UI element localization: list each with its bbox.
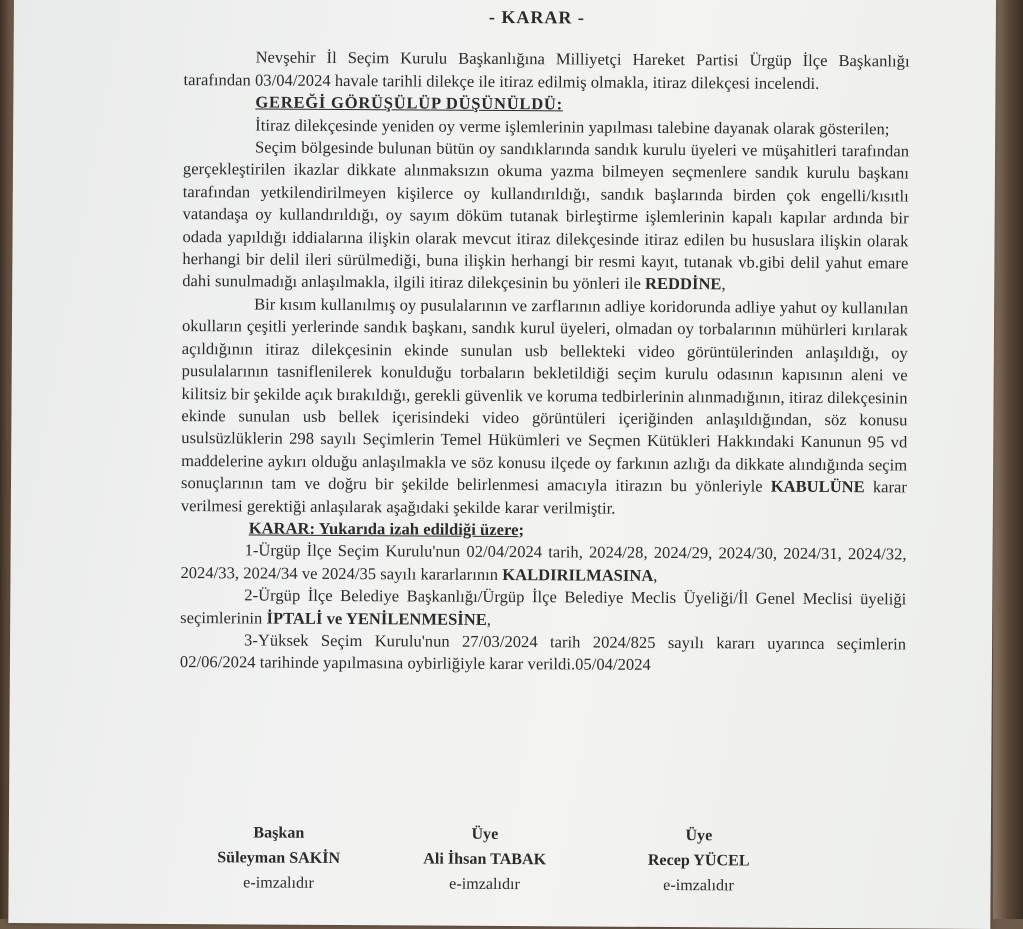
decision-item-2-end: ,: [486, 609, 492, 629]
decision-item-2: [180, 584, 906, 633]
document-page: [8, 0, 996, 929]
decision-heading-end: ;: [518, 520, 525, 540]
signature-name: Süleyman SAKİN: [217, 849, 341, 868]
signature-member-1: [384, 821, 584, 897]
decision-item-3: 3-Yüksek Seçim Kurulu'nun 27/03/2024 tarih 2024/825 sayılı kararı uyarınca seçimlerin 02/06/2024 tarihinde yapılmasına oybirliğiyle karar verildi.05/04/2024: [179, 630, 907, 675]
signature-member-2: [598, 823, 798, 899]
rejection-paragraph: [182, 136, 909, 297]
signature-name: Ali İhsan TABAK: [423, 850, 547, 869]
intro-paragraph: Nevşehir İl Seçim Kurulu Başkanlığına Milliyetçi Hareket Partisi Ürgüp İlçe Başkanlığı tarafından 03/04/2024 havale tarihli dilekçe ile itiraz edilmiş olmakla, itiraz dilekçesi incelendi.: [183, 47, 910, 93]
signature-note: e-imzalıdır: [243, 874, 315, 892]
rejection-paragraph-text: Seçim bölgesinde bulunan bütün oy sandıklarında sandık kurulu üyeleri ve müşahitleri tarafından gerçekleştirilen ikazlar dikkate alınmaksızın okuma yazma bilmeyen seçmenlere sandık kurulu başkanı tarafından yetkilendirilmeyen kişilerce oy kullandırıldığı, sandık başlarında birden çok engelli/kısıtlı vatandaşa oy kullandırıldığı, oy sayım döküm tutanak birleştirme işlemlerinin kapalı kapılar ardında bir odada yapıldığı iddialarına ilişkin olarak mevcut itiraz dilekçesinde itiraz edilen bu hususlara ilişkin olarak herhangi bir delil ileri sürülmediği, buna ilişkin herhangi bir resmi kayıt, tutanak vb.gibi delil yahut emare dahi sunulmadığı anlaşılmakla, ilgili itiraz dilekçesinin bu yönleri ile: [182, 137, 910, 294]
signature-block: [178, 820, 904, 904]
rejection-paragraph-end: ,: [721, 274, 726, 294]
reasoning-heading: GEREĞİ GÖRÜŞÜLÜP DÜŞÜNÜLDÜ:: [255, 92, 564, 114]
signature-chairman: [179, 820, 379, 896]
document-title: - KARAR -: [488, 6, 585, 28]
reasoning-paragraph-1-text: İtiraz dilekçesinde yeniden oy verme işlemlerinin yapılması talebine dayanak olarak gösterilen;: [255, 115, 890, 138]
decision-heading-text: Yukarıda izah edildiği üzere: [314, 518, 519, 540]
desk-background-right: [993, 0, 1023, 919]
decision-item-1: [180, 539, 906, 588]
signature-role: Üye: [471, 825, 499, 843]
decision-item-2-text: 2-Ürgüp İlçe Belediye Başkanlığı/Ürgüp İlçe Belediye Meclis Üyeliği/İl Genel Meclisi üyeliği seçimlerinin: [180, 585, 907, 628]
document-body: [179, 0, 910, 895]
signature-name: Recep YÜCEL: [647, 851, 750, 870]
decision-item-2-keyword-2: YENİLENMESİNE: [345, 608, 487, 629]
decision-item-2-keyword-1: İPTALİ: [266, 608, 323, 628]
rejection-keyword: REDDİNE: [644, 274, 722, 294]
decision-item-1-text: 1-Ürgüp İlçe Seçim Kurulu'nun 02/04/2024 tarih, 2024/28, 2024/29, 2024/30, 2024/31, 2024/32, 2024/33, 2024/34 ve 2024/35 sayılı kararlarının: [180, 540, 907, 584]
signature-role: Başkan: [253, 824, 305, 842]
signature-note: e-imzalıdır: [663, 876, 734, 895]
decision-heading-label: KARAR:: [248, 518, 316, 538]
decision-item-1-keyword: KALDIRILMASINA: [502, 564, 654, 585]
acceptance-keyword: KABULÜNE: [770, 476, 865, 497]
acceptance-paragraph-end: karar verilmesi gerektiği anlaşılarak aşağıdaki şekilde karar verilmiştir.: [180, 477, 908, 518]
signature-role: Üye: [685, 827, 713, 845]
acceptance-paragraph: [181, 293, 908, 521]
signature-note: e-imzalıdır: [449, 875, 520, 894]
acceptance-paragraph-text: Bir kısım kullanılmış oy pusulalarının ve zarflarının adliye koridorunda adliye yahut oy kullanılan okulların çeşitli yerlerinde sandık başkanı, sandık kurul üyeleri, olmadan oy torbalarının mühürleri kırılarak açıldığının itiraz dilekçesinin ekinde sunulan usb bellekteki video görüntülerinden anlaşıldığı, oy pusulalarının tasniflenilerek konulduğu torbaların bekletildiği seçim kurulu odasının kapısının aleni ve kilitsiz bir şekilde açık bırakıldığı, gerekli güvenlik ve koruma tedbirlerinin alınmadığının, itiraz dilekçesinin ekinde sunulan usb bellek içerisindeki video görüntüleri içeriğinden anlaşıldığından, söz konusu usulsüzlüklerin 298 sayılı Seçimlerin Temel Hükümleri ve Seçmen Kütükleri Hakkındaki Kanunun 95 vd maddelerine aykırı olduğu anlaşılmakla ve söz konusu ilçede oy farkının azlığı da dikkate alındığında seçim sonuçlarının tam ve doğru bir şekilde belirlenmesi amacıyla itirazın bu yönleriyle: [180, 294, 909, 496]
decision-item-1-end: ,: [653, 565, 658, 585]
decision-item-2-mid: ve: [322, 608, 346, 628]
